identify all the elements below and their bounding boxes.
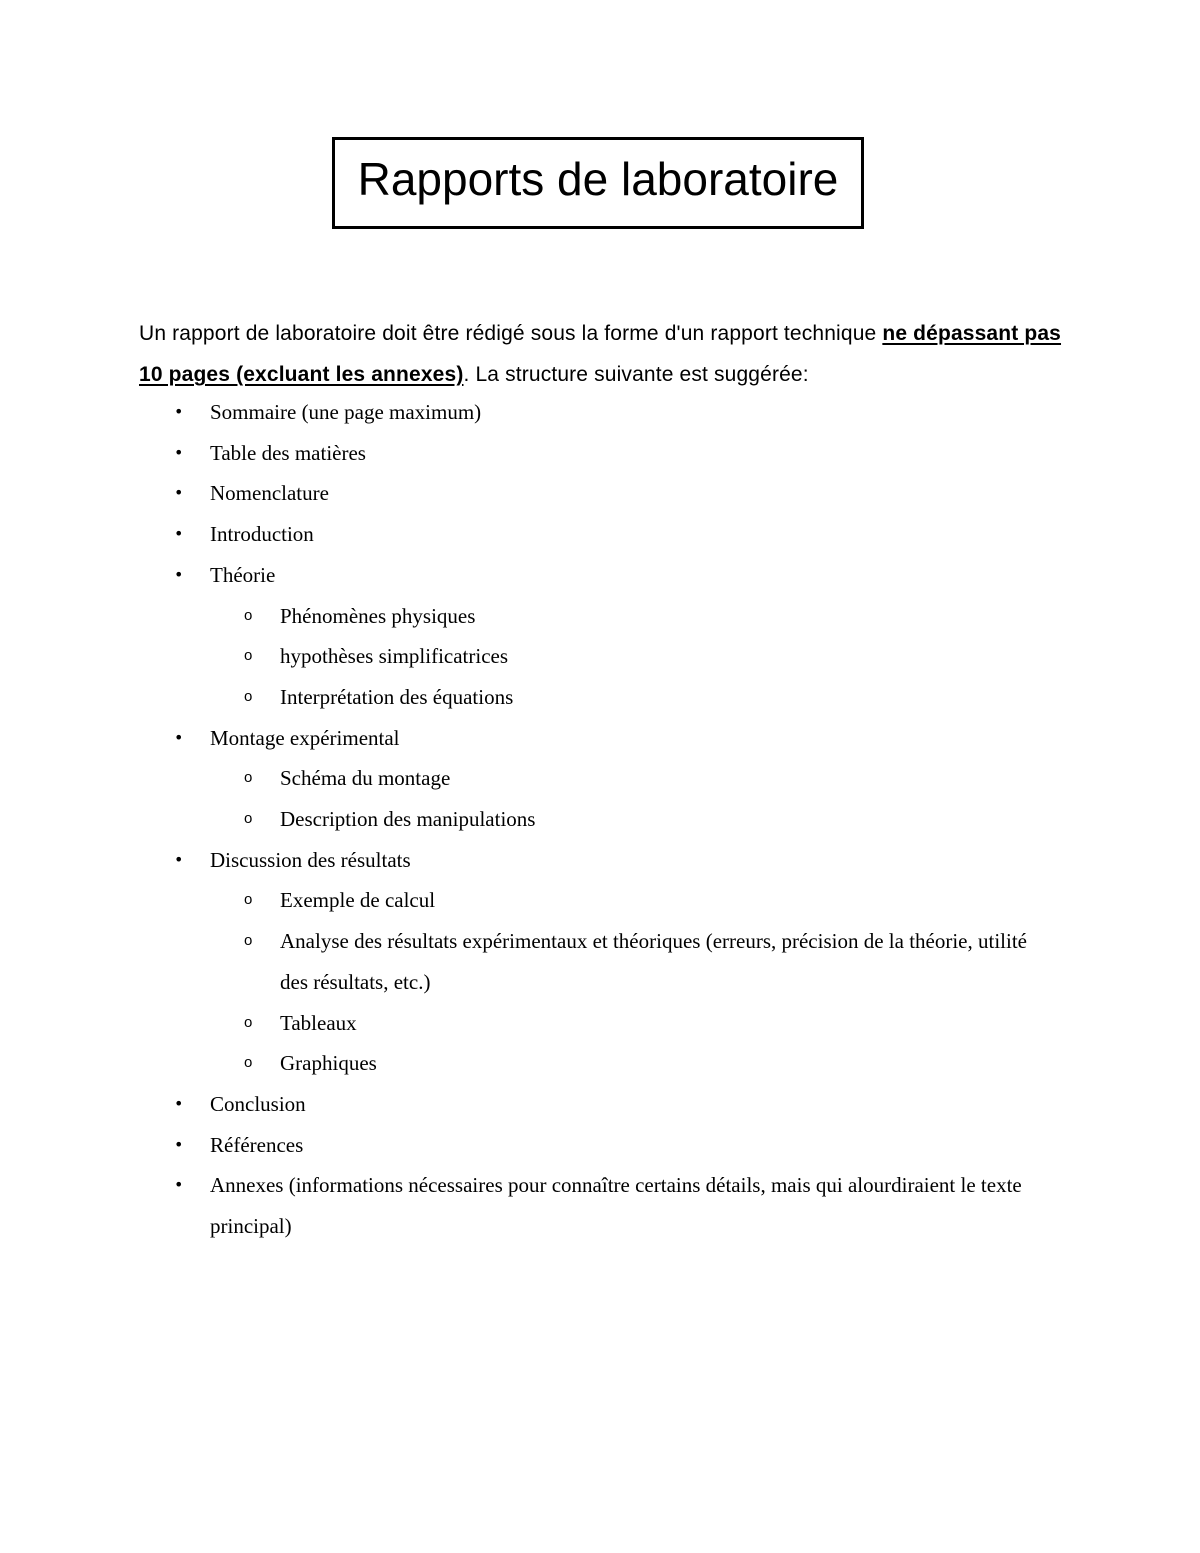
list-item-montage — [0, 718, 1060, 759]
list-item-annexes — [0, 1165, 1060, 1246]
sub-bullet-icon: o — [244, 810, 253, 828]
intro-emphasis: ne dépassant pas 10 pages (excluant les annexes) — [139, 322, 1062, 386]
list-item-label: Table des matières — [210, 440, 366, 465]
report-structure-list — [0, 392, 1200, 1247]
bullet-icon: • — [174, 727, 184, 747]
list-item-references — [0, 1125, 1060, 1166]
sub-bullet-icon: o — [244, 606, 253, 624]
sub-item-label: Schéma du montage — [280, 766, 451, 791]
list-item-conclusion — [0, 1084, 1060, 1125]
bullet-icon: • — [174, 442, 184, 462]
sub-item-analyse — [0, 921, 1060, 1002]
sub-bullet-icon: o — [244, 769, 253, 787]
sub-bullet-icon: o — [244, 647, 253, 665]
sub-item-interpretation — [0, 677, 1060, 718]
list-item-label: Sommaire (une page maximum) — [210, 400, 482, 424]
list-item-label: Conclusion — [210, 1091, 306, 1116]
list-item-label: Théorie — [210, 562, 276, 587]
sub-item-label: Tableaux — [280, 1010, 357, 1035]
bullet-icon: • — [174, 483, 184, 503]
list-item-discussion — [0, 840, 1060, 881]
sub-bullet-icon: o — [244, 687, 253, 705]
document-title: Rapports de laboratoire — [357, 153, 839, 205]
sub-bullet-icon: o — [244, 932, 253, 950]
sub-item-phenomenes — [0, 596, 1060, 637]
bullet-icon: • — [174, 1175, 184, 1195]
list-item-sommaire — [0, 392, 1060, 433]
sub-item-graphiques — [0, 1043, 1060, 1084]
sub-bullet-icon: o — [244, 1054, 253, 1072]
sub-item-schema — [0, 758, 1060, 799]
bullet-icon: • — [174, 849, 184, 869]
bullet-icon: • — [174, 564, 184, 584]
sub-item-tableaux — [0, 1003, 1060, 1044]
title-box — [332, 137, 864, 229]
list-item-label: Montage expérimental — [210, 725, 400, 750]
bullet-icon: • — [174, 524, 184, 544]
sub-bullet-icon: o — [244, 891, 253, 909]
list-item-label: Références — [210, 1132, 304, 1157]
intro-text-after: . La structure suivante est suggérée: — [463, 363, 809, 386]
sub-item-label: Exemple de calcul — [280, 888, 436, 913]
list-item-nomenclature — [0, 473, 1060, 514]
list-item-label: Nomenclature — [210, 481, 329, 506]
sub-item-label: Analyse des résultats expérimentaux et théoriques (erreurs, précision de la théorie, utilité des résultats, etc.) — [280, 929, 1027, 994]
list-item-label: Discussion des résultats — [210, 847, 411, 872]
list-item-table-matieres — [0, 433, 1060, 474]
sub-item-exemple-calcul — [0, 880, 1060, 921]
list-item-label: Annexes (informations nécessaires pour connaître certains détails, mais qui alourdiraient le texte principal) — [210, 1173, 1022, 1239]
sub-item-label: Interprétation des équations — [280, 684, 514, 709]
list-item-label: Introduction — [210, 522, 314, 547]
list-item-introduction — [0, 514, 1060, 555]
sub-bullet-icon: o — [244, 1013, 253, 1031]
bullet-icon: • — [174, 402, 184, 421]
sub-item-hypotheses — [0, 636, 1060, 677]
sub-item-label: Graphiques — [280, 1051, 377, 1076]
sub-item-description — [0, 799, 1060, 840]
list-item-theorie — [0, 555, 1060, 596]
sub-item-label: Phénomènes physiques — [280, 603, 476, 628]
sub-item-label: Description des manipulations — [280, 807, 536, 832]
intro-text-before: Un rapport de laboratoire doit être rédigé sous la forme d'un rapport technique — [139, 322, 883, 345]
intro-paragraph — [139, 313, 1061, 395]
bullet-icon: • — [174, 1134, 184, 1154]
sub-item-label: hypothèses simplificatrices — [280, 644, 509, 669]
bullet-icon: • — [174, 1093, 184, 1113]
